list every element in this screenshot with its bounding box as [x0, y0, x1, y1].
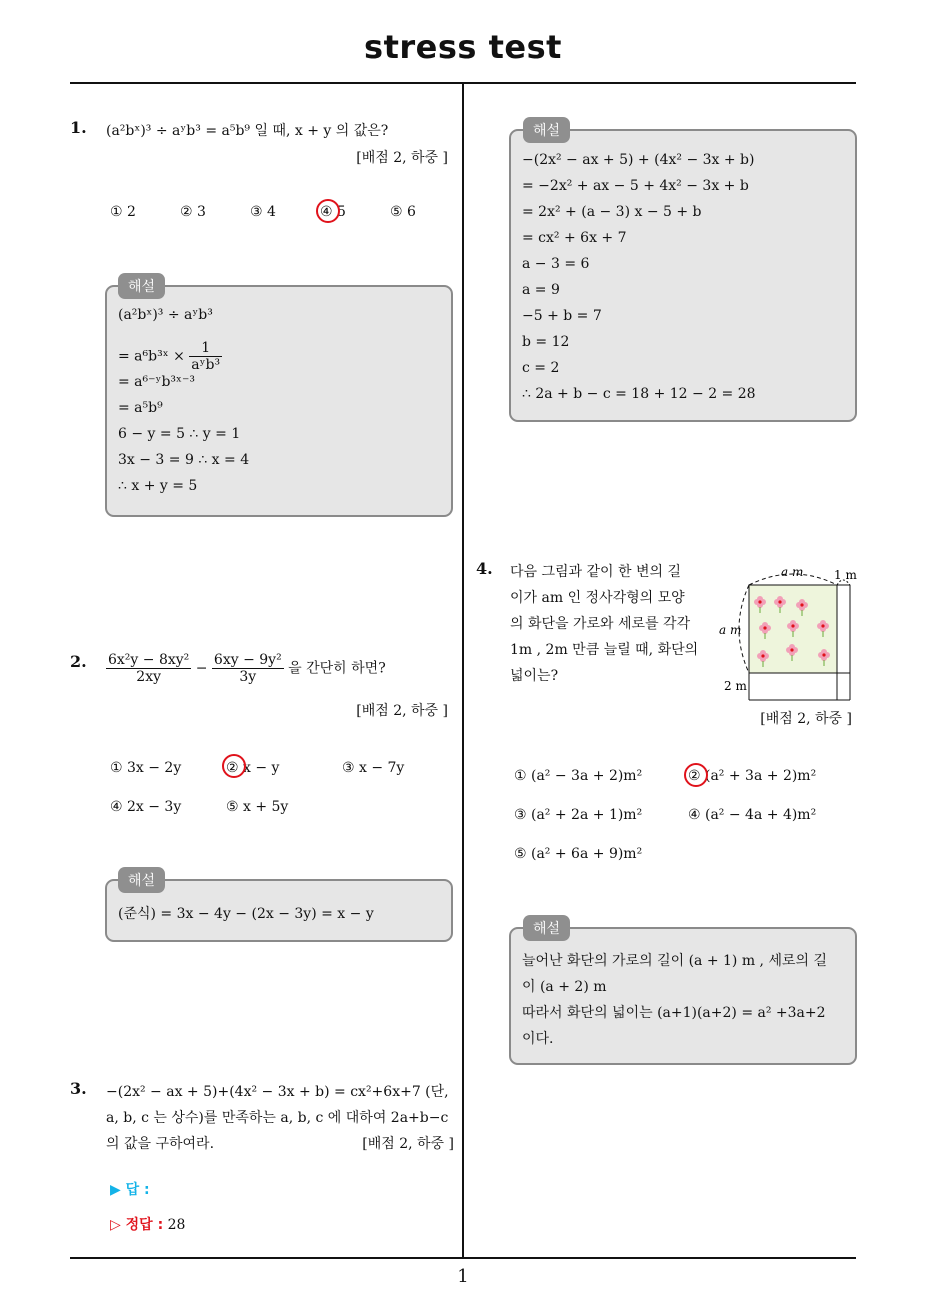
- q1-number: 1.: [70, 118, 87, 137]
- q1-choice-1[interactable]: ① 2: [110, 204, 136, 220]
- q1-choice-4[interactable]: ④ 5: [320, 204, 346, 220]
- q2-answer-mark: [222, 754, 246, 778]
- q4-text-line-4: 1m , 2m 만큼 늘릴 때, 화단의: [510, 642, 699, 658]
- q3-expl-line-9: c = 2: [522, 360, 560, 376]
- q3-answer-label: ▶ 답 :: [110, 1182, 150, 1198]
- q2-choice-5[interactable]: ⑤ x + 5y: [226, 799, 289, 815]
- q4-choice-3[interactable]: ③ (a² + 2a + 1)m²: [514, 807, 643, 823]
- q1-expl-line-2: [118, 340, 222, 373]
- q2-frac1-den: 2xy: [136, 669, 161, 685]
- column-divider: [462, 82, 464, 1258]
- q4-text-line-3: 의 화단을 가로와 세로를 각각: [510, 616, 691, 632]
- q2-expl-line-1: (준식) = 3x − 4y − (2x − 3y) = x − y: [118, 906, 374, 922]
- q3-expl-line-5: a − 3 = 6: [522, 256, 590, 272]
- q4-choice-2[interactable]: ② (a² + 3a + 2)m²: [688, 768, 817, 784]
- q2-meta: [배점 2, 하중 ]: [356, 703, 448, 719]
- q4-expl-line-2: 이 (a + 2) m: [522, 979, 607, 995]
- page-title: stress test: [364, 28, 562, 66]
- q4-choice-1[interactable]: ① (a² − 3a + 2)m²: [514, 768, 643, 784]
- q4-text-line-1: 다음 그림과 같이 한 변의 길: [510, 564, 682, 580]
- q4-text-line-2: 이가 am 인 정사각형의 모양: [510, 590, 685, 606]
- q2-tail: 을 간단히 하면?: [288, 660, 386, 677]
- q1-expl-line-3: = a⁶⁻ʸb³ˣ⁻³: [118, 374, 195, 390]
- q2-fraction-2: [212, 652, 284, 685]
- q4-expl-line-4: 이다.: [522, 1031, 554, 1047]
- fig-label-top: a m: [781, 565, 804, 579]
- q1-choice-3[interactable]: ③ 4: [250, 204, 276, 220]
- q3-expl-line-3: = 2x² + (a − 3) x − 5 + b: [522, 204, 702, 220]
- q1-explanation-tag: 해설: [118, 273, 165, 299]
- q1-answer-mark: [316, 199, 340, 223]
- q3-expl-line-2: = −2x² + ax − 5 + 4x² − 3x + b: [522, 178, 749, 194]
- q3-correct-answer: [110, 1214, 185, 1234]
- q1-meta: [배점 2, 하중 ]: [356, 150, 448, 166]
- q3-expl-line-10: ∴ 2a + b − c = 18 + 12 − 2 = 28: [522, 386, 756, 402]
- q3-explanation-tag: 해설: [523, 117, 570, 143]
- q4-explanation-tag: 해설: [523, 915, 570, 941]
- q2-choice-1[interactable]: ① 3x − 2y: [110, 760, 182, 776]
- q3-expl-line-6: a = 9: [522, 282, 560, 298]
- q1-expl-line-6: 3x − 3 = 9 ∴ x = 4: [118, 452, 250, 468]
- q4-expl-line-3: 따라서 화단의 넓이는 (a+1)(a+2) = a² +3a+2: [522, 1005, 826, 1021]
- q2-choice-2[interactable]: ② x − y: [226, 760, 280, 776]
- q2-fraction-1: [106, 652, 191, 685]
- q4-text-line-5: 넓이는?: [510, 668, 559, 684]
- q1-expl-line-2-text: = a⁶b³ˣ ×: [118, 348, 185, 365]
- q3-expl-line-8: b = 12: [522, 334, 570, 350]
- q2-text: [106, 652, 386, 685]
- q3-number: 3.: [70, 1079, 87, 1098]
- q4-meta: [배점 2, 하중 ]: [760, 711, 852, 727]
- fig-label-left: a m: [719, 623, 742, 637]
- fig-label-bottom-left: 2 m: [724, 679, 747, 693]
- q2-choice-3[interactable]: ③ x − 7y: [342, 760, 405, 776]
- q2-frac2-den: 3y: [239, 669, 257, 685]
- q1-expl-line-5: 6 − y = 5 ∴ y = 1: [118, 426, 241, 442]
- q1-expl-frac-den: aʸb³: [191, 357, 221, 373]
- q3-expl-line-1: −(2x² − ax + 5) + (4x² − 3x + b): [522, 152, 755, 168]
- q4-explanation-box: [509, 927, 857, 1065]
- q4-expl-line-1: 늘어난 화단의 가로의 길이 (a + 1) m , 세로의 길: [522, 953, 827, 969]
- q1-choice-2[interactable]: ② 3: [180, 204, 206, 220]
- q2-number: 2.: [70, 652, 87, 671]
- q3-text-line-1: −(2x² − ax + 5)+(4x² − 3x + b) = cx²+6x+7 (단,: [106, 1084, 449, 1100]
- q1-choice-5[interactable]: ⑤ 6: [390, 204, 416, 220]
- q3-correct-label: ▷ 정답 :: [110, 1217, 164, 1233]
- q4-garden-figure: [718, 560, 858, 705]
- q4-answer-mark: [684, 763, 708, 787]
- q3-explanation-box: [509, 129, 857, 422]
- q1-expl-line-7: ∴ x + y = 5: [118, 478, 198, 494]
- q3-expl-line-4: = cx² + 6x + 7: [522, 230, 627, 246]
- q1-text: (a²bˣ)³ ÷ aʸb³ = a⁵b⁹ 일 때, x + y 의 값은?: [106, 123, 389, 139]
- q1-expl-frac-num: 1: [189, 340, 222, 357]
- q3-expl-line-7: −5 + b = 7: [522, 308, 602, 324]
- q3-meta: [배점 2, 하중 ]: [362, 1136, 454, 1152]
- q4-choice-5[interactable]: ⑤ (a² + 6a + 9)m²: [514, 846, 643, 862]
- fig-label-right-top: 1 m: [834, 568, 857, 582]
- q2-frac1-num: 6x²y − 8xy²: [108, 652, 190, 668]
- q2-explanation-tag: 해설: [118, 867, 165, 893]
- q1-expl-line-4: = a⁵b⁹: [118, 400, 163, 416]
- q2-minus: −: [195, 660, 208, 677]
- page-number: 1: [457, 1266, 469, 1287]
- q3-text-line-2: a, b, c 는 상수)를 만족하는 a, b, c 에 대하여 2a+b−c: [106, 1110, 449, 1126]
- q1-expl-line-1: (a²bˣ)³ ÷ aʸb³: [118, 307, 213, 323]
- q2-choice-4[interactable]: ④ 2x − 3y: [110, 799, 182, 815]
- bottom-rule: [70, 1257, 856, 1259]
- q2-frac2-num: 6xy − 9y²: [213, 652, 282, 668]
- q1-expl-fraction: [189, 340, 222, 373]
- q4-choice-4[interactable]: ④ (a² − 4a + 4)m²: [688, 807, 817, 823]
- q4-number: 4.: [476, 559, 493, 578]
- q3-text-line-3: 의 값을 구하여라.: [106, 1136, 215, 1152]
- q3-correct-value: 28: [167, 1217, 186, 1233]
